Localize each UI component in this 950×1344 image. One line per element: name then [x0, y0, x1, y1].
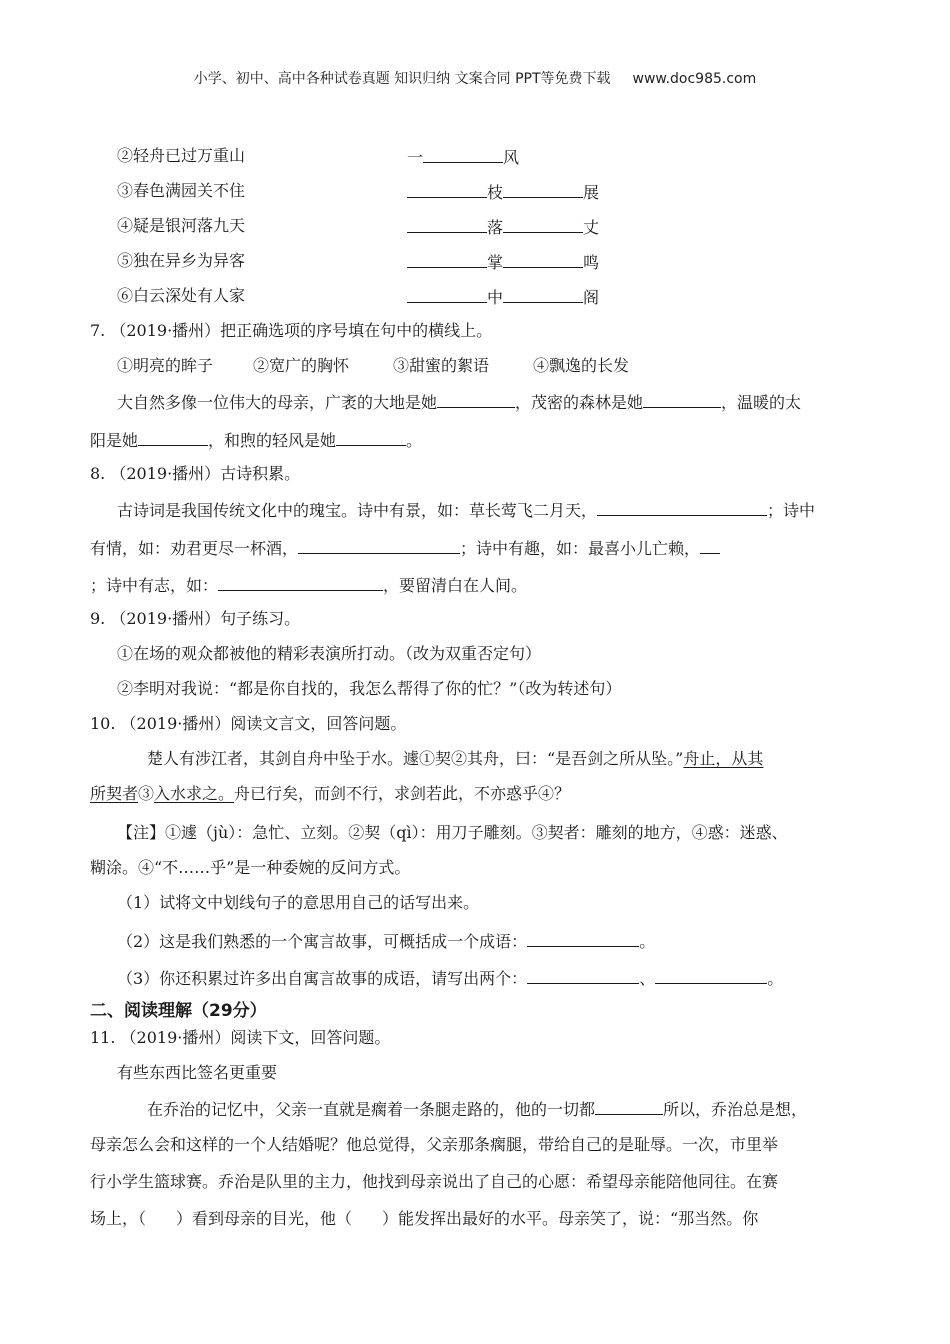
story-line-4 — [90, 1208, 758, 1230]
header-text: 小学、初中、高中各种试卷真题 知识归纳 文案合同 PPT等免费下载 — [193, 71, 611, 87]
answer-blank[interactable] — [407, 180, 487, 198]
text: ③ — [138, 784, 155, 803]
text: 。 — [767, 969, 784, 988]
section-heading: 二、阅读理解（29分） — [90, 1001, 267, 1021]
fill-prefix: 一 — [407, 148, 424, 167]
answer-blank[interactable] — [407, 285, 487, 303]
fill-suffix: 阁 — [583, 288, 600, 307]
option-3: ③甜蜜的絮语 — [393, 356, 490, 375]
text: 大自然多像一位伟大的母亲，广袤的大地是她 — [117, 393, 438, 412]
underlined-sentence: 舟止，从其 — [683, 749, 764, 768]
q7-sentence-1 — [117, 390, 801, 414]
answer-blank[interactable] — [407, 215, 487, 233]
q6-item-4 — [117, 215, 600, 237]
fill-suffix: 风 — [503, 148, 520, 167]
text: ；诗中 — [767, 501, 816, 520]
answer-blank[interactable] — [423, 145, 503, 163]
answer-blank[interactable] — [336, 428, 406, 446]
answer-blank[interactable] — [597, 498, 767, 516]
option-4: ④飘逸的长发 — [533, 356, 630, 375]
q6-item-5 — [117, 250, 600, 272]
answer-blank[interactable] — [527, 966, 639, 984]
text: 阳是她 — [90, 431, 139, 450]
answer-blank[interactable] — [503, 250, 583, 268]
text: 舟已行矣，而剑不行，求剑若此，不亦惑乎④？ — [234, 784, 571, 803]
text: 。 — [639, 932, 656, 951]
answer-blank[interactable] — [595, 1097, 663, 1115]
q9-title: 9. （2019·播州）句子练习。 — [90, 609, 301, 628]
text: （2）这是我们熟悉的一个寓言故事，可概括成一个成语： — [117, 932, 528, 951]
q6-item-3 — [117, 180, 600, 202]
fill-middle: 枝 — [487, 183, 504, 202]
q10-note-2: 糊涂。④“不……乎”是一种委婉的反问方式。 — [90, 858, 411, 877]
answer-blank[interactable] — [437, 390, 515, 408]
fill-suffix: 展 — [583, 183, 600, 202]
q6-item-2 — [117, 145, 520, 167]
option-1: ①明亮的眸子 — [117, 356, 214, 375]
q7-options — [117, 355, 630, 377]
text: ，茂密的森林是她 — [515, 393, 644, 412]
story-line-1 — [147, 1097, 807, 1121]
option-2: ②宽广的胸怀 — [253, 356, 350, 375]
text: ；诗中有趣，如：最喜小儿亡赖， — [460, 539, 701, 558]
q7-sentence-2 — [90, 428, 422, 452]
poem-line: ③春色满园关不住 — [117, 181, 246, 200]
q8-title: 8. （2019·播州）古诗积累。 — [90, 464, 301, 483]
poem-line: ②轻舟已过万重山 — [117, 146, 246, 165]
poem-line: ⑥白云深处有人家 — [117, 286, 246, 305]
story-line-3: 行小学生篮球赛。乔治是队里的主力，他找到母亲说出了自己的心愿：希望母亲能陪他同往。在赛 — [90, 1172, 779, 1191]
text: 。 — [406, 431, 423, 450]
page-header — [0, 68, 950, 88]
q9-line-2: ②李明对我说：“都是你自找的，我怎么帮得了你的忙？”（改为转述句） — [117, 679, 622, 698]
q10-passage-line-1 — [147, 748, 763, 770]
text: ，温暖的太 — [721, 393, 802, 412]
q10-sub-3 — [117, 966, 783, 990]
fill-suffix: 丈 — [583, 218, 600, 237]
text: 、 — [639, 969, 656, 988]
q8-line-3 — [90, 573, 527, 597]
text: 有情，如：劝君更尽一杯酒， — [90, 539, 299, 558]
answer-blank[interactable] — [643, 390, 721, 408]
text: 所以，乔治总是想， — [663, 1100, 808, 1119]
fill-middle: 中 — [487, 288, 504, 307]
q8-line-2 — [90, 536, 720, 560]
fill-middle: 落 — [487, 218, 504, 237]
text: ；诗中有志，如： — [90, 576, 219, 595]
q8-line-1 — [117, 498, 815, 522]
answer-blank[interactable] — [503, 285, 583, 303]
q10-note-1: 【注】①遽（jù）：急忙、立刻。②契（qì）：用刀子雕刻。③契者：雕刻的地方，④惑：迷惑、 — [117, 823, 788, 842]
q11-title: 11. （2019·播州）阅读下文，回答问题。 — [90, 1028, 391, 1047]
text: ，和煦的轻风是她 — [208, 431, 337, 450]
fill-suffix: 鸣 — [583, 253, 600, 272]
answer-blank[interactable] — [503, 180, 583, 198]
underlined-sentence: 入水求之。 — [154, 784, 235, 803]
text: 场上，（ — [90, 1209, 147, 1228]
header-url[interactable]: www.doc985.com — [632, 71, 757, 87]
answer-blank[interactable] — [218, 573, 383, 591]
answer-blank[interactable] — [407, 250, 487, 268]
text: （3）你还积累过许多出自寓言故事的成语，请写出两个： — [117, 969, 528, 988]
q10-sub-1: （1）试将文中划线句子的意思用自己的话写出来。 — [117, 893, 480, 912]
text: 古诗词是我国传统文化中的瑰宝。诗中有景，如：草长莺飞二月天， — [117, 501, 598, 520]
text: ，要留清白在人间。 — [383, 576, 528, 595]
poem-line: ④疑是银河落九天 — [117, 216, 246, 235]
q9-line-1: ①在场的观众都被他的精彩表演所打动。（改为双重否定句） — [117, 644, 542, 663]
q7-title: 7. （2019·播州）把正确选项的序号填在句中的横线上。 — [90, 321, 493, 340]
poem-line: ⑤独在异乡为异客 — [117, 251, 246, 270]
q10-title: 10. （2019·播州）阅读文言文，回答问题。 — [90, 714, 407, 733]
story-line-2: 母亲怎么会和这样的一个人结婚呢？他总觉得，父亲那条瘸腿，带给自己的是耻辱。一次，市里举 — [90, 1135, 779, 1154]
q10-passage-line-2 — [90, 783, 570, 805]
fill-middle: 掌 — [487, 253, 504, 272]
answer-blank[interactable] — [138, 428, 208, 446]
underlined-sentence: 所契者 — [90, 784, 139, 803]
answer-blank[interactable] — [298, 536, 460, 554]
story-title: 有些东西比签名更重要 — [117, 1063, 278, 1082]
text: ）看到母亲的目光，他（ — [176, 1209, 353, 1228]
answer-blank[interactable] — [527, 929, 639, 947]
q10-sub-2 — [117, 929, 655, 953]
text: 在乔治的记忆中，父亲一直就是瘸着一条腿走路的，他的一切都 — [147, 1100, 596, 1119]
text: 楚人有涉江者，其剑自舟中坠于水。遽①契②其舟，曰：“是吾剑之所从坠。” — [147, 749, 684, 768]
answer-blank[interactable] — [700, 536, 720, 554]
q6-item-6 — [117, 285, 600, 307]
answer-blank[interactable] — [503, 215, 583, 233]
answer-blank[interactable] — [655, 966, 767, 984]
text: ）能发挥出最好的水平。母亲笑了，说：“那当然。你 — [382, 1209, 759, 1228]
